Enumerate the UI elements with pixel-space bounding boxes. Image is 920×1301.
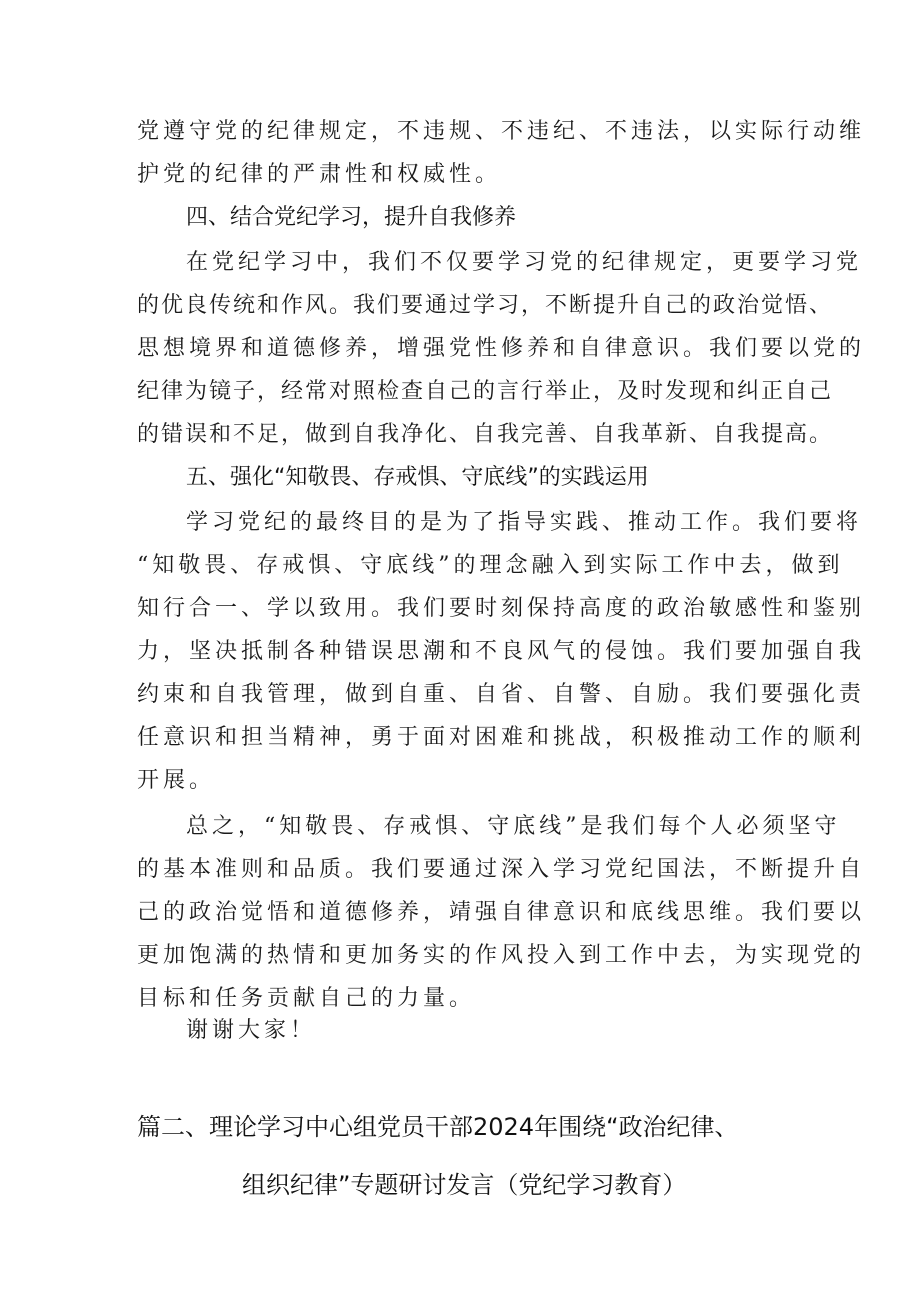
body-line: 护党的纪律的严肃性和权威性。	[137, 162, 502, 187]
body-line: 纪律为镜子，经常对照检查自己的言行举止，及时发现和纠正自己	[137, 379, 834, 404]
body-line: 目标和任务贡献自己的力量。	[137, 986, 476, 1011]
body-line: 总之，“知敬畏、存戒惧、守底线”是我们每个人必须坚守	[186, 814, 841, 839]
article-title: 组织纪律”专题研讨发言（党纪学习教育）	[242, 1171, 687, 1199]
body-line: 学习党纪的最终目的是为了指导实践、推动工作。我们要将	[186, 510, 863, 535]
body-line: “知敬畏、存戒惧、守底线”的理念融入到实际工作中去，做到	[137, 553, 844, 578]
article-title: 篇二、理论学习中心组党员干部2024年围绕“政治纪律、	[137, 1113, 739, 1141]
body-line: 知行合一、学以致用。我们要时刻保持高度的政治敏感性和鉴别	[137, 596, 866, 621]
body-line: 更加饱满的热情和更加务实的作风投入到工作中去，为实现党的	[137, 943, 866, 968]
closing-line: 谢谢大家！	[186, 1018, 317, 1043]
body-line: 力，坚决抵制各种错误思潮和不良风气的侵蚀。我们要加强自我	[137, 639, 866, 664]
body-line: 任意识和担当精神，勇于面对困难和挑战，积极推动工作的顺利	[137, 725, 866, 750]
body-line: 党遵守党的纪律规定，不违规、不违纪、不违法，以实际行动维	[137, 119, 866, 144]
body-line: 的优良传统和作风。我们要通过学习，不断提升自己的政治觉悟、	[137, 293, 834, 318]
section-heading: 四、结合党纪学习，提升自我修养	[186, 205, 517, 230]
body-line: 在党纪学习中，我们不仅要学习党的纪律规定，更要学习党	[186, 250, 863, 275]
body-line: 开展。	[137, 768, 216, 793]
body-line: 己的政治觉悟和道德修养，靖强自律意识和底线思维。我们要以	[137, 900, 866, 925]
body-line: 的错误和不足，做到自我净化、自我完善、自我革新、自我提高。	[137, 422, 834, 447]
body-line: 约束和自我管理，做到自重、自省、自警、自励。我们要强化责	[137, 682, 866, 707]
section-heading: 五、强化“知敬畏、存戒惧、守底线”的实践运用	[186, 465, 649, 490]
body-line: 的基本准则和品质。我们要通过深入学习党纪国法，不断提升自	[137, 857, 866, 882]
body-line: 思想境界和道德修养，增强党性修养和自律意识。我们要以党的	[137, 336, 866, 361]
